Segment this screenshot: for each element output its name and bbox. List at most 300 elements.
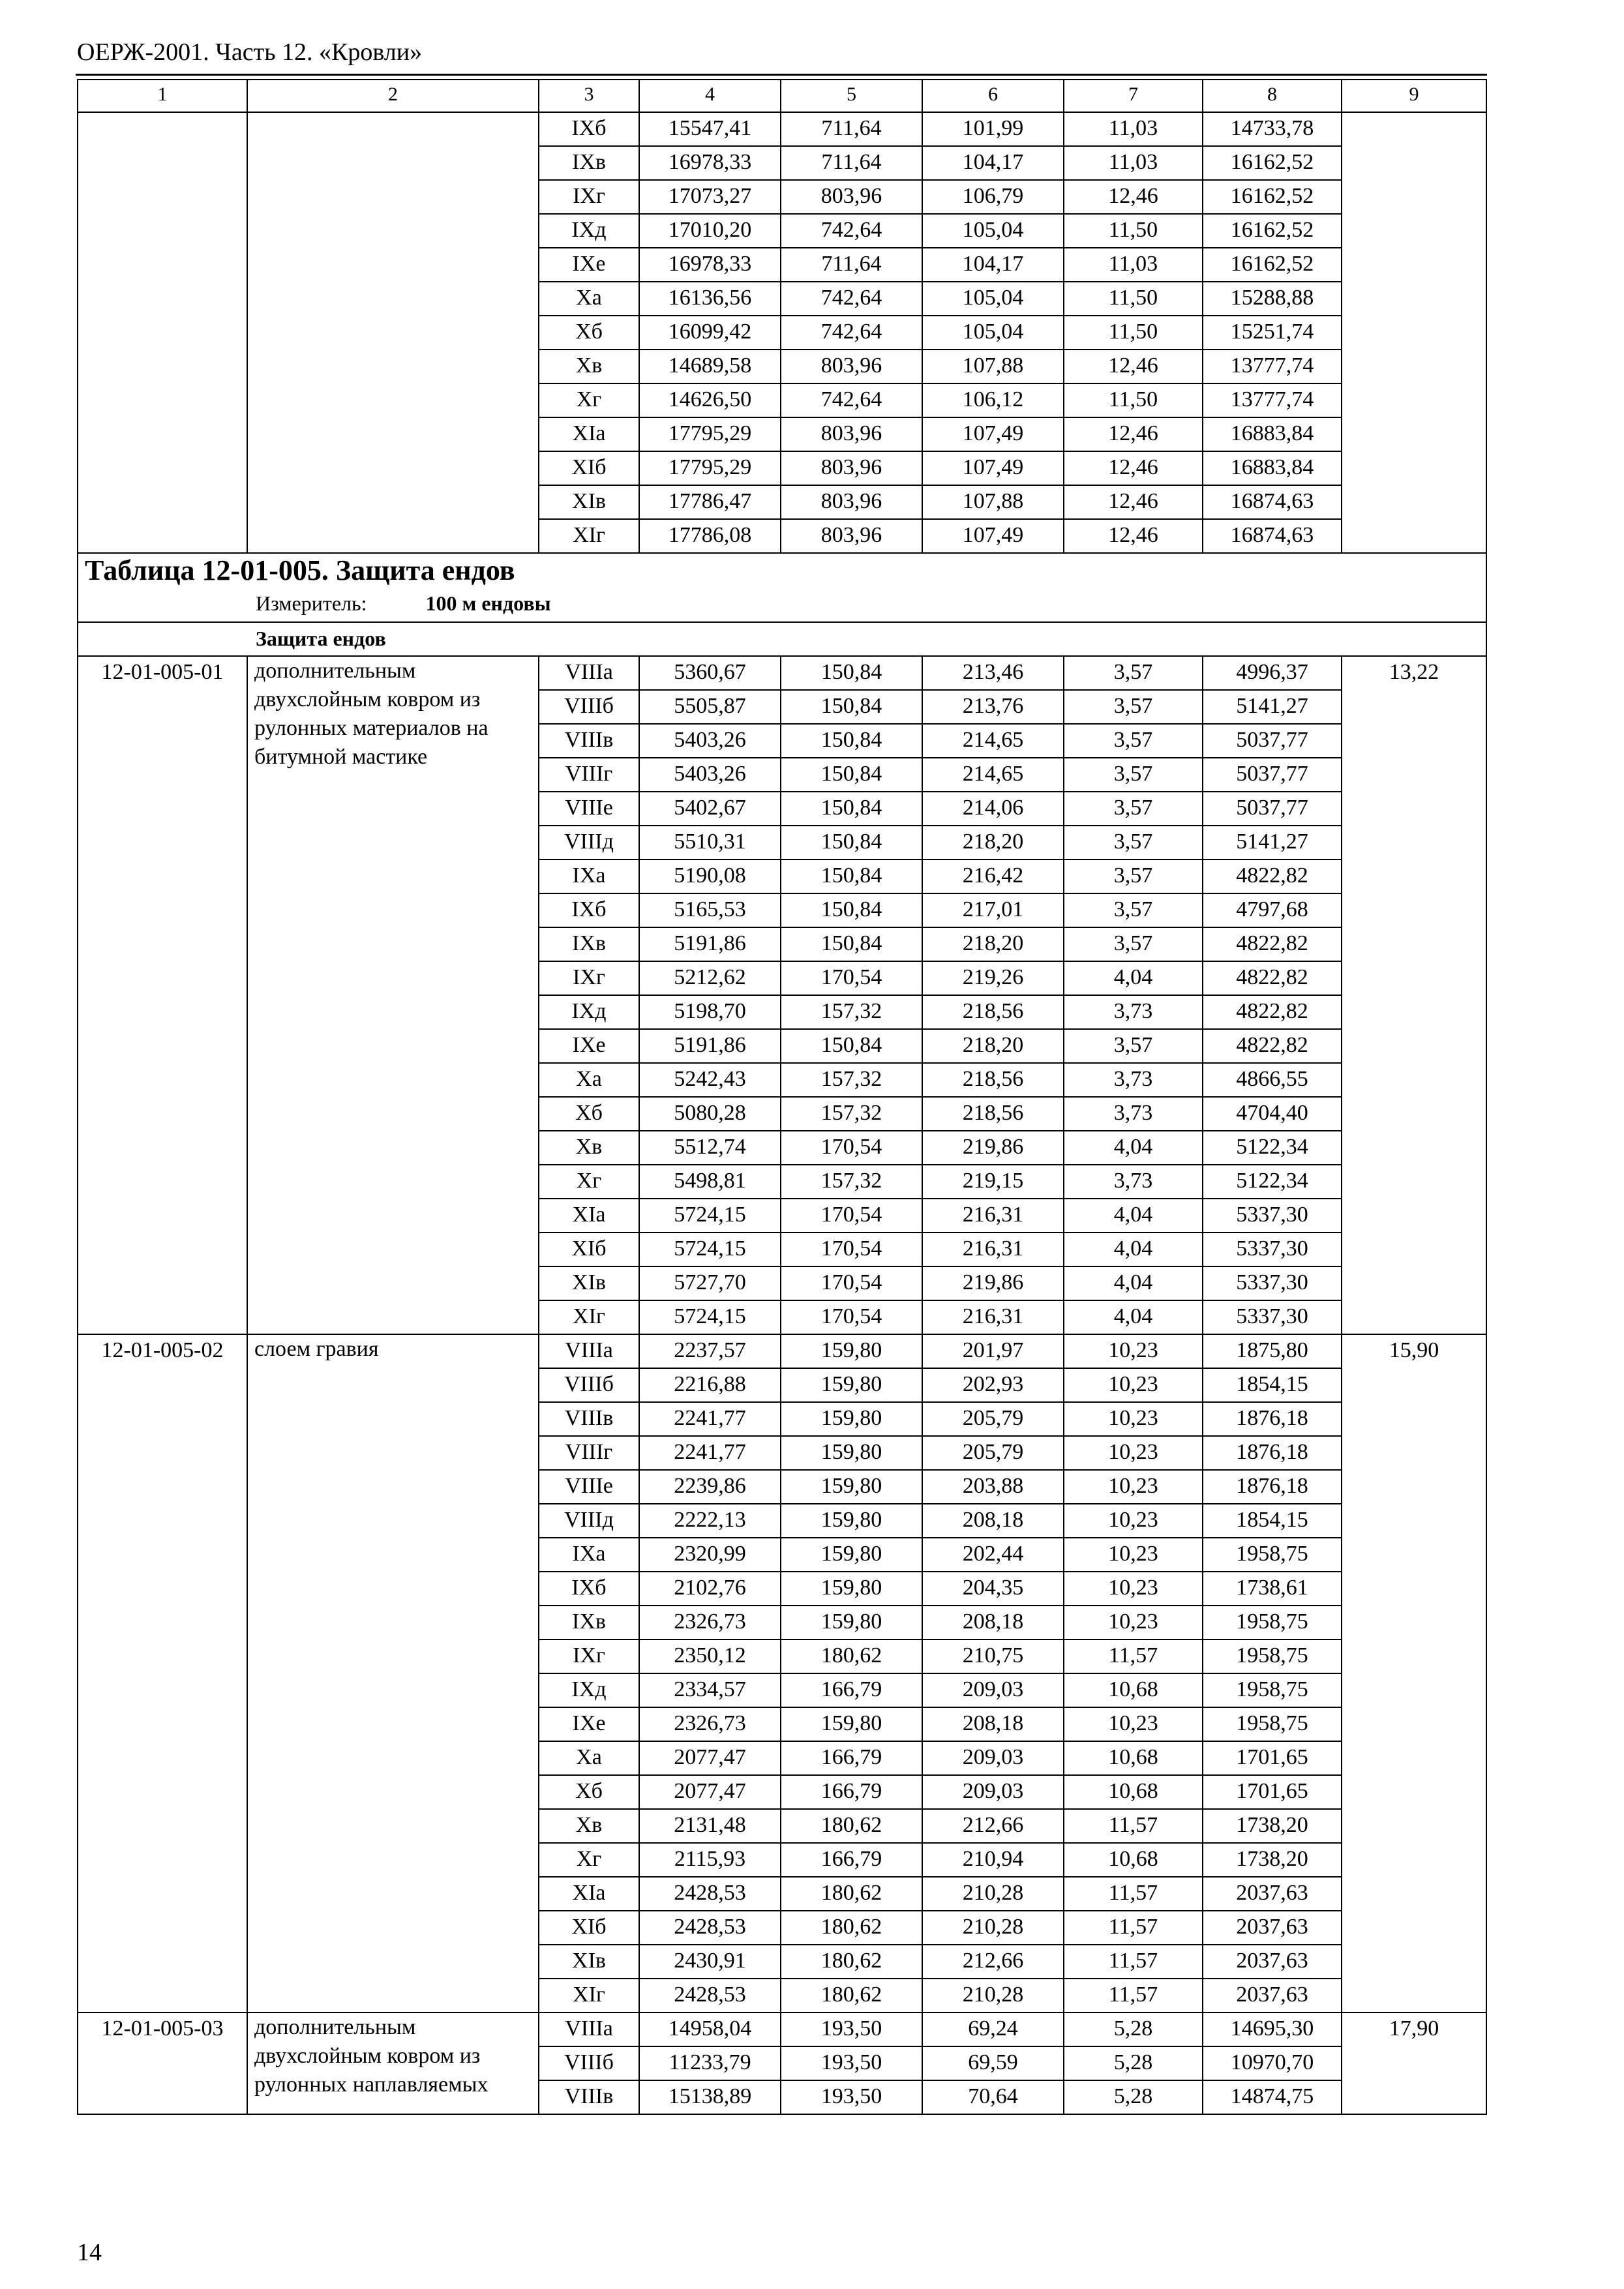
col-6-value: 202,44: [922, 1538, 1064, 1572]
col-6-value: 107,88: [922, 485, 1064, 519]
col-4-value: 2428,53: [639, 1877, 781, 1911]
col-8-value: 1738,61: [1203, 1572, 1342, 1606]
col-8-value: 13777,74: [1203, 350, 1342, 383]
col-7-value: 10,23: [1064, 1470, 1203, 1504]
col-7-value: 10,68: [1064, 1673, 1203, 1707]
col-6-value: 210,28: [922, 1979, 1064, 2012]
col-5-value: 166,79: [781, 1673, 922, 1707]
resource-code: VIIIб: [539, 690, 639, 724]
col-8-value: 5122,34: [1203, 1165, 1342, 1199]
col-6-value: 209,03: [922, 1673, 1064, 1707]
col-4-value: 5190,08: [639, 860, 781, 893]
col-5-value: 159,80: [781, 1707, 922, 1741]
col-6-value: 212,66: [922, 1945, 1064, 1979]
col-8-value: 1854,15: [1203, 1504, 1342, 1538]
col-8-value: 4822,82: [1203, 961, 1342, 995]
col-7-value: 3,57: [1064, 893, 1203, 927]
column-number: 2: [247, 80, 539, 112]
table-row: [78, 112, 1486, 146]
col-8-value: 16162,52: [1203, 146, 1342, 180]
col-8-value: 16883,84: [1203, 451, 1342, 485]
col-7-value: 11,50: [1064, 383, 1203, 417]
col-4-value: 5198,70: [639, 995, 781, 1029]
col-8-value: 1701,65: [1203, 1775, 1342, 1809]
col-8-value: 1958,75: [1203, 1707, 1342, 1741]
col-5-value: 159,80: [781, 1334, 922, 1368]
resource-code: IXе: [539, 1707, 639, 1741]
column-number-row: [78, 80, 1486, 112]
col-7-value: 3,57: [1064, 690, 1203, 724]
resource-code: IXг: [539, 180, 639, 214]
resource-code: Xб: [539, 1097, 639, 1131]
col-6-value: 107,49: [922, 451, 1064, 485]
col-5-value: 157,32: [781, 995, 922, 1029]
col-4-value: 2430,91: [639, 1945, 781, 1979]
col-7-value: 4,04: [1064, 1233, 1203, 1266]
col-7-value: 10,68: [1064, 1843, 1203, 1877]
empty-cell: [247, 112, 539, 553]
col-5-value: 157,32: [781, 1063, 922, 1097]
col-4-value: 2237,57: [639, 1334, 781, 1368]
col-8-value: 10970,70: [1203, 2046, 1342, 2080]
col-5-value: 180,62: [781, 1911, 922, 1945]
col-4-value: 2102,76: [639, 1572, 781, 1606]
col-9-value: 15,90: [1342, 1334, 1486, 2012]
col-6-value: 214,65: [922, 758, 1064, 792]
col-5-value: 150,84: [781, 927, 922, 961]
col-6-value: 208,18: [922, 1606, 1064, 1639]
col-6-value: 218,56: [922, 1063, 1064, 1097]
col-7-value: 10,23: [1064, 1707, 1203, 1741]
col-8-value: 15288,88: [1203, 282, 1342, 316]
resource-code: Xа: [539, 282, 639, 316]
col-6-value: 214,65: [922, 724, 1064, 758]
rate-description: дополнительным двухслойным ковром из рулонных наплавляемых: [247, 2012, 539, 2114]
col-7-value: 4,04: [1064, 1300, 1203, 1334]
col-8-value: 1701,65: [1203, 1741, 1342, 1775]
resource-code: IXа: [539, 1538, 639, 1572]
col-4-value: 5498,81: [639, 1165, 781, 1199]
resource-code: VIIIа: [539, 1334, 639, 1368]
table-title-row: [78, 553, 1486, 622]
col-5-value: 159,80: [781, 1538, 922, 1572]
col-5-value: 159,80: [781, 1504, 922, 1538]
col-6-value: 209,03: [922, 1775, 1064, 1809]
resource-code: XIг: [539, 1979, 639, 2012]
col-6-value: 218,56: [922, 995, 1064, 1029]
meter-line: [256, 588, 1479, 619]
col-8-value: 16162,52: [1203, 214, 1342, 248]
col-8-value: 1958,75: [1203, 1606, 1342, 1639]
col-6-value: 69,59: [922, 2046, 1064, 2080]
resource-code: Xг: [539, 1843, 639, 1877]
col-8-value: 5037,77: [1203, 758, 1342, 792]
resource-code: IXб: [539, 893, 639, 927]
col-6-value: 104,17: [922, 248, 1064, 282]
col-8-value: 2037,63: [1203, 1911, 1342, 1945]
col-6-value: 205,79: [922, 1402, 1064, 1436]
resource-code: XIа: [539, 417, 639, 451]
col-4-value: 5402,67: [639, 792, 781, 826]
col-7-value: 3,57: [1064, 826, 1203, 860]
col-8-value: 1738,20: [1203, 1809, 1342, 1843]
col-4-value: 15547,41: [639, 112, 781, 146]
col-8-value: 5037,77: [1203, 724, 1342, 758]
col-5-value: 166,79: [781, 1843, 922, 1877]
rate-code: 12-01-005-01: [78, 656, 247, 1334]
table-row: [78, 2012, 1486, 2046]
col-7-value: 11,57: [1064, 1809, 1203, 1843]
col-4-value: 17786,47: [639, 485, 781, 519]
resource-code: IXв: [539, 1606, 639, 1639]
col-6-value: 216,31: [922, 1300, 1064, 1334]
col-6-value: 209,03: [922, 1741, 1064, 1775]
table-row: [78, 656, 1486, 690]
col-4-value: 2239,86: [639, 1470, 781, 1504]
col-5-value: 150,84: [781, 690, 922, 724]
col-8-value: 1876,18: [1203, 1436, 1342, 1470]
rate-code: 12-01-005-02: [78, 1334, 247, 2012]
meter-value: 100 м ендовы: [425, 591, 551, 615]
col-4-value: 14958,04: [639, 2012, 781, 2046]
col-4-value: 2216,88: [639, 1368, 781, 1402]
col-8-value: 16162,52: [1203, 248, 1342, 282]
col-4-value: 5403,26: [639, 758, 781, 792]
col-6-value: 219,86: [922, 1266, 1064, 1300]
col-4-value: 2115,93: [639, 1843, 781, 1877]
col-6-value: 70,64: [922, 2080, 1064, 2114]
col-7-value: 12,46: [1064, 350, 1203, 383]
col-8-value: 5122,34: [1203, 1131, 1342, 1165]
column-number: 1: [78, 80, 247, 112]
resource-code: IXд: [539, 1673, 639, 1707]
col-6-value: 205,79: [922, 1436, 1064, 1470]
col-8-value: 5141,27: [1203, 826, 1342, 860]
col-5-value: 170,54: [781, 1233, 922, 1266]
resource-code: VIIIа: [539, 2012, 639, 2046]
col-8-value: 4866,55: [1203, 1063, 1342, 1097]
col-8-value: 5141,27: [1203, 690, 1342, 724]
resource-code: IXд: [539, 214, 639, 248]
col-9-value: 13,22: [1342, 656, 1486, 1334]
col-7-value: 10,23: [1064, 1402, 1203, 1436]
col-5-value: 803,96: [781, 485, 922, 519]
col-5-value: 157,32: [781, 1097, 922, 1131]
col-7-value: 3,57: [1064, 927, 1203, 961]
resource-code: IXг: [539, 961, 639, 995]
resource-code: IXв: [539, 146, 639, 180]
col-5-value: 180,62: [781, 1979, 922, 2012]
resource-code: VIIIв: [539, 724, 639, 758]
col-8-value: 14874,75: [1203, 2080, 1342, 2114]
col-8-value: 15251,74: [1203, 316, 1342, 350]
col-4-value: 2428,53: [639, 1911, 781, 1945]
resource-code: VIIIб: [539, 1368, 639, 1402]
col-4-value: 2350,12: [639, 1639, 781, 1673]
resource-code: VIIIе: [539, 792, 639, 826]
col-7-value: 10,68: [1064, 1741, 1203, 1775]
resource-code: Xв: [539, 1131, 639, 1165]
empty-cell: [78, 112, 247, 553]
col-5-value: 180,62: [781, 1945, 922, 1979]
col-6-value: 203,88: [922, 1470, 1064, 1504]
resource-code: Xг: [539, 1165, 639, 1199]
resource-code: Xв: [539, 350, 639, 383]
resource-code: IXе: [539, 248, 639, 282]
resource-code: XIб: [539, 1911, 639, 1945]
col-6-value: 202,93: [922, 1368, 1064, 1402]
column-number: 3: [539, 80, 639, 112]
col-4-value: 5165,53: [639, 893, 781, 927]
col-6-value: 210,75: [922, 1639, 1064, 1673]
col-6-value: 105,04: [922, 282, 1064, 316]
col-5-value: 159,80: [781, 1436, 922, 1470]
col-7-value: 4,04: [1064, 1131, 1203, 1165]
col-8-value: 16874,63: [1203, 485, 1342, 519]
resource-code: XIв: [539, 1945, 639, 1979]
resource-code: XIа: [539, 1877, 639, 1911]
col-7-value: 10,68: [1064, 1775, 1203, 1809]
col-7-value: 3,73: [1064, 1063, 1203, 1097]
col-4-value: 2334,57: [639, 1673, 781, 1707]
resource-code: VIIIе: [539, 1470, 639, 1504]
col-5-value: 170,54: [781, 1199, 922, 1233]
col-5-value: 193,50: [781, 2080, 922, 2114]
col-6-value: 216,31: [922, 1233, 1064, 1266]
col-8-value: 5337,30: [1203, 1300, 1342, 1334]
resource-code: VIIIг: [539, 758, 639, 792]
col-4-value: 5191,86: [639, 1029, 781, 1063]
col-5-value: 742,64: [781, 316, 922, 350]
col-5-value: 150,84: [781, 860, 922, 893]
col-6-value: 106,12: [922, 383, 1064, 417]
col-4-value: 2077,47: [639, 1741, 781, 1775]
col-4-value: 5505,87: [639, 690, 781, 724]
col-4-value: 2320,99: [639, 1538, 781, 1572]
col-4-value: 16978,33: [639, 146, 781, 180]
col-7-value: 11,50: [1064, 214, 1203, 248]
col-6-value: 104,17: [922, 146, 1064, 180]
col-8-value: 1738,20: [1203, 1843, 1342, 1877]
col-4-value: 5403,26: [639, 724, 781, 758]
col-4-value: 14626,50: [639, 383, 781, 417]
col-4-value: 2222,13: [639, 1504, 781, 1538]
col-5-value: 170,54: [781, 1300, 922, 1334]
col-4-value: 16136,56: [639, 282, 781, 316]
column-number: 8: [1203, 80, 1342, 112]
col-4-value: 2241,77: [639, 1436, 781, 1470]
resource-code: VIIIг: [539, 1436, 639, 1470]
col-5-value: 166,79: [781, 1775, 922, 1809]
col-7-value: 11,57: [1064, 1911, 1203, 1945]
resource-code: VIIIв: [539, 2080, 639, 2114]
col-4-value: 17795,29: [639, 451, 781, 485]
col-5-value: 180,62: [781, 1877, 922, 1911]
col-5-value: 803,96: [781, 180, 922, 214]
resource-code: XIг: [539, 1300, 639, 1334]
col-8-value: 4822,82: [1203, 1029, 1342, 1063]
col-7-value: 3,57: [1064, 758, 1203, 792]
col-5-value: 159,80: [781, 1402, 922, 1436]
col-5-value: 742,64: [781, 214, 922, 248]
col-8-value: 14695,30: [1203, 2012, 1342, 2046]
col-4-value: 5727,70: [639, 1266, 781, 1300]
col-8-value: 5337,30: [1203, 1199, 1342, 1233]
section-title-row: [78, 622, 1486, 656]
col-5-value: 180,62: [781, 1809, 922, 1843]
col-6-value: 101,99: [922, 112, 1064, 146]
col-8-value: 4996,37: [1203, 656, 1342, 690]
col-5-value: 803,96: [781, 519, 922, 553]
col-5-value: 150,84: [781, 792, 922, 826]
col-8-value: 1958,75: [1203, 1673, 1342, 1707]
col-4-value: 17010,20: [639, 214, 781, 248]
resource-code: XIв: [539, 485, 639, 519]
col-5-value: 150,84: [781, 1029, 922, 1063]
col-7-value: 3,73: [1064, 995, 1203, 1029]
table-row: [78, 1334, 1486, 1368]
section-title: Защита ендов: [78, 622, 1486, 656]
col-6-value: 208,18: [922, 1707, 1064, 1741]
col-7-value: 11,57: [1064, 1979, 1203, 2012]
col-7-value: 11,57: [1064, 1639, 1203, 1673]
col-7-value: 3,57: [1064, 656, 1203, 690]
col-8-value: 16883,84: [1203, 417, 1342, 451]
col-7-value: 3,73: [1064, 1097, 1203, 1131]
col-5-value: 803,96: [781, 451, 922, 485]
col-8-value: 4704,40: [1203, 1097, 1342, 1131]
column-number: 9: [1342, 80, 1486, 112]
col-7-value: 12,46: [1064, 519, 1203, 553]
col-7-value: 12,46: [1064, 485, 1203, 519]
col-6-value: 219,26: [922, 961, 1064, 995]
col-6-value: 210,28: [922, 1877, 1064, 1911]
col-7-value: 11,03: [1064, 112, 1203, 146]
col-6-value: 105,04: [922, 214, 1064, 248]
col-4-value: 5724,15: [639, 1300, 781, 1334]
col-6-value: 69,24: [922, 2012, 1064, 2046]
resource-code: VIIIв: [539, 1402, 639, 1436]
col-6-value: 218,56: [922, 1097, 1064, 1131]
col-4-value: 5724,15: [639, 1199, 781, 1233]
col-6-value: 105,04: [922, 316, 1064, 350]
resource-code: IXб: [539, 1572, 639, 1606]
resource-code: XIг: [539, 519, 639, 553]
col-6-value: 218,20: [922, 1029, 1064, 1063]
col-7-value: 11,03: [1064, 146, 1203, 180]
resource-code: Xг: [539, 383, 639, 417]
resource-code: VIIIа: [539, 656, 639, 690]
col-5-value: 742,64: [781, 383, 922, 417]
col-6-value: 217,01: [922, 893, 1064, 927]
col-6-value: 210,94: [922, 1843, 1064, 1877]
col-8-value: 14733,78: [1203, 112, 1342, 146]
rate-description: дополнительным двухслойным ковром из рулонных материалов на битумной мастике: [247, 656, 539, 1334]
col-7-value: 10,23: [1064, 1504, 1203, 1538]
col-5-value: 159,80: [781, 1470, 922, 1504]
col-6-value: 218,20: [922, 927, 1064, 961]
col-7-value: 4,04: [1064, 1199, 1203, 1233]
col-7-value: 3,57: [1064, 1029, 1203, 1063]
col-5-value: 150,84: [781, 758, 922, 792]
col-4-value: 16099,42: [639, 316, 781, 350]
col-4-value: 5360,67: [639, 656, 781, 690]
resource-code: IXд: [539, 995, 639, 1029]
col-6-value: 107,49: [922, 519, 1064, 553]
page-number: 14: [77, 2239, 102, 2266]
col-5-value: 159,80: [781, 1572, 922, 1606]
col-6-value: 106,79: [922, 180, 1064, 214]
col-5-value: 803,96: [781, 350, 922, 383]
col-4-value: 2077,47: [639, 1775, 781, 1809]
col-5-value: 193,50: [781, 2012, 922, 2046]
col-5-value: 711,64: [781, 112, 922, 146]
col-5-value: 803,96: [781, 417, 922, 451]
resource-code: IXг: [539, 1639, 639, 1673]
col-5-value: 150,84: [781, 656, 922, 690]
resource-code: IXа: [539, 860, 639, 893]
col-7-value: 5,28: [1064, 2080, 1203, 2114]
col-7-value: 3,73: [1064, 1165, 1203, 1199]
col-7-value: 4,04: [1064, 1266, 1203, 1300]
col-5-value: 170,54: [781, 961, 922, 995]
col-7-value: 12,46: [1064, 451, 1203, 485]
rate-description: слоем гравия: [247, 1334, 539, 2012]
col-8-value: 1875,80: [1203, 1334, 1342, 1368]
col-8-value: 1876,18: [1203, 1470, 1342, 1504]
col-8-value: 2037,63: [1203, 1877, 1342, 1911]
col-7-value: 12,46: [1064, 417, 1203, 451]
column-number: 7: [1064, 80, 1203, 112]
col-6-value: 216,31: [922, 1199, 1064, 1233]
col-8-value: 13777,74: [1203, 383, 1342, 417]
col-8-value: 5337,30: [1203, 1233, 1342, 1266]
col-4-value: 2326,73: [639, 1606, 781, 1639]
table-body: [78, 80, 1486, 2114]
col-8-value: 4822,82: [1203, 927, 1342, 961]
col-4-value: 5512,74: [639, 1131, 781, 1165]
col-4-value: 2428,53: [639, 1979, 781, 2012]
col-6-value: 219,86: [922, 1131, 1064, 1165]
col-5-value: 159,80: [781, 1368, 922, 1402]
resource-code: VIIIб: [539, 2046, 639, 2080]
col-8-value: 1958,75: [1203, 1538, 1342, 1572]
col-7-value: 10,23: [1064, 1606, 1203, 1639]
resource-code: IXб: [539, 112, 639, 146]
col-4-value: 14689,58: [639, 350, 781, 383]
col-5-value: 170,54: [781, 1266, 922, 1300]
resource-code: Xа: [539, 1063, 639, 1097]
col-6-value: 210,28: [922, 1911, 1064, 1945]
col-4-value: 2241,77: [639, 1402, 781, 1436]
col-8-value: 16162,52: [1203, 180, 1342, 214]
table-title: Таблица 12-01-005. Защита ендов: [85, 554, 515, 586]
col-6-value: 212,66: [922, 1809, 1064, 1843]
col-8-value: 4797,68: [1203, 893, 1342, 927]
col-6-value: 219,15: [922, 1165, 1064, 1199]
col-8-value: 1958,75: [1203, 1639, 1342, 1673]
col-4-value: 5080,28: [639, 1097, 781, 1131]
column-number: 4: [639, 80, 781, 112]
col-5-value: 150,84: [781, 724, 922, 758]
col-4-value: 11233,79: [639, 2046, 781, 2080]
col-8-value: 4822,82: [1203, 995, 1342, 1029]
col-5-value: 157,32: [781, 1165, 922, 1199]
col-7-value: 3,57: [1064, 724, 1203, 758]
col-4-value: 2326,73: [639, 1707, 781, 1741]
col-7-value: 3,57: [1064, 792, 1203, 826]
col-5-value: 150,84: [781, 826, 922, 860]
